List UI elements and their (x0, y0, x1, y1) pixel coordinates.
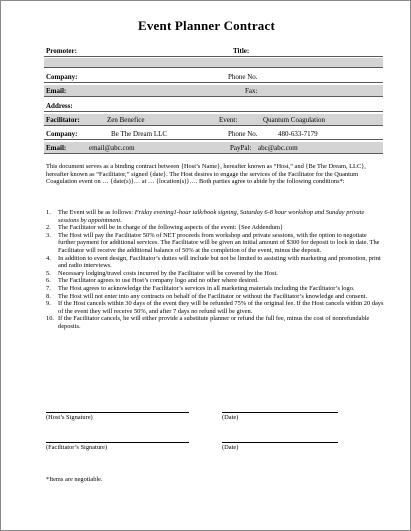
company-label: Company: (46, 73, 78, 81)
condition-text: The Facilitator will be in charge of the following aspects of the event: {See Addendum} (58, 224, 284, 232)
facilitator-row (44, 114, 383, 126)
condition-text: In addition to event design, Facilitator’s duties will include but not be limited to assisting with marketing and promotion, print and radio interviews. (58, 254, 381, 270)
event-value: Quantum Coagulation (263, 116, 326, 124)
condition-italic-text: Friday evening1-hour talk/book signing, Saturday 6-8 hour workshop and Sunday private sessions by appointment. (58, 209, 365, 224)
condition-number: 1. (46, 209, 51, 216)
date-line-1 (222, 412, 338, 413)
conditions-list (46, 209, 384, 331)
facilitator-signature-line (46, 442, 189, 443)
condition-number: 4. (46, 254, 51, 262)
date-label-1: (Date) (222, 414, 239, 421)
facilitator-value: Zen Benefice (107, 116, 145, 124)
phone-label: Phone No. (228, 73, 258, 81)
phone2-label: Phone No. (228, 130, 258, 138)
email-row (44, 85, 383, 97)
condition-item (46, 285, 384, 293)
date-line-2 (222, 442, 338, 443)
paypal-value: abc@abc.com (258, 144, 298, 152)
date-label-2: (Date) (222, 444, 239, 451)
company-row (44, 71, 383, 83)
condition-item (46, 255, 384, 270)
email2-label: Email: (46, 144, 67, 152)
condition-number: 9. (46, 300, 51, 308)
email2-row (44, 142, 383, 154)
title-label: Title: (233, 47, 250, 55)
condition-number: 8. (46, 292, 51, 300)
host-signature-line (46, 412, 189, 413)
condition-number: 6. (46, 277, 51, 285)
promoter-row (44, 45, 383, 57)
facilitator-signature-label: (Facilitator’s Signature) (46, 444, 108, 451)
condition-item (46, 224, 384, 232)
address-label: Address: (46, 102, 73, 110)
condition-item (46, 232, 384, 255)
email2-value: email@abc.com (89, 144, 135, 152)
spacer-row-1 (44, 58, 383, 68)
facilitator-label: Facilitator: (46, 116, 80, 124)
phone2-value: 480-633-7179 (278, 130, 318, 138)
condition-number: 3. (46, 231, 51, 239)
promoter-label: Promoter: (46, 47, 77, 55)
condition-text: Necessary lodging/travel costs incurred by the Facilitator will be covered by the Host. (58, 269, 278, 277)
condition-number: 10. (46, 315, 54, 323)
condition-text: The Host will not enter into any contracts on behalf of the Facilitator or without the Facilitator’s knowledge and consent. (58, 292, 368, 300)
fax-label: Fax: (245, 87, 258, 95)
email-label: Email: (46, 87, 67, 95)
condition-text: The Facilitator agrees to use Host’s company logo and no other where desired. (58, 277, 259, 285)
condition-text: If the Host cancels within 30 days of the event they will be refunded 75% of the original fee. If the Host cancels within 20 days of the event they will receive 50%, and after 7 days no refund will be given. (58, 300, 384, 315)
condition-number: 2. (46, 224, 51, 232)
condition-text: The Host agrees to acknowledge the Facilitator’s services in all marketing materials including the Facilitator’s logo. (58, 284, 355, 292)
intro-paragraph: This document serves as a binding contract between {Host’s Name}, hereafter known as “Host,” and {Be The Dream, LLC}, hereafter known as “Facilitator,” signed {date}. The Host desires to engage the services of the Facilitator for the Quantum Coagulation event on … {date(s)}… at … {location(s)}…. Both parties agree to abide by the following conditions*: (46, 163, 366, 186)
company2-row (44, 128, 383, 140)
condition-text: If the Facilitator cancels, he will either provide a substitute planner or refund the full fee, minus the cost of nonrefundable deposits. (58, 315, 370, 330)
condition-item (46, 293, 384, 301)
condition-item (46, 209, 384, 224)
company2-value: Be The Dream LLC (111, 130, 168, 138)
page-title: Event Planner Contract (137, 18, 276, 33)
condition-item (46, 315, 384, 330)
condition-text: The Host will pay the Facilitator 50% of NET proceeds from workshop and private sessions, with the option to negotiate further payment for additional services. The Facilitator will be given an initial amount of $300 for deposit to lock in date. The Facilitator will receive the additional balance of 50% at the completion of the event, minus the deposit. (58, 231, 380, 254)
condition-number: 7. (46, 284, 51, 292)
condition-item (46, 270, 384, 278)
condition-number: 5. (46, 269, 51, 277)
condition-item (46, 300, 384, 315)
address-row (44, 100, 383, 112)
company2-label: Company: (46, 130, 78, 138)
event-label: Event: (219, 116, 238, 124)
paypal-label: PayPal: (230, 144, 252, 152)
footnote: *Items are negotiable. (46, 476, 103, 483)
condition-text: The Event will be as follows: (58, 209, 135, 216)
condition-item (46, 277, 384, 285)
host-signature-label: (Host’s Signature) (46, 414, 93, 421)
